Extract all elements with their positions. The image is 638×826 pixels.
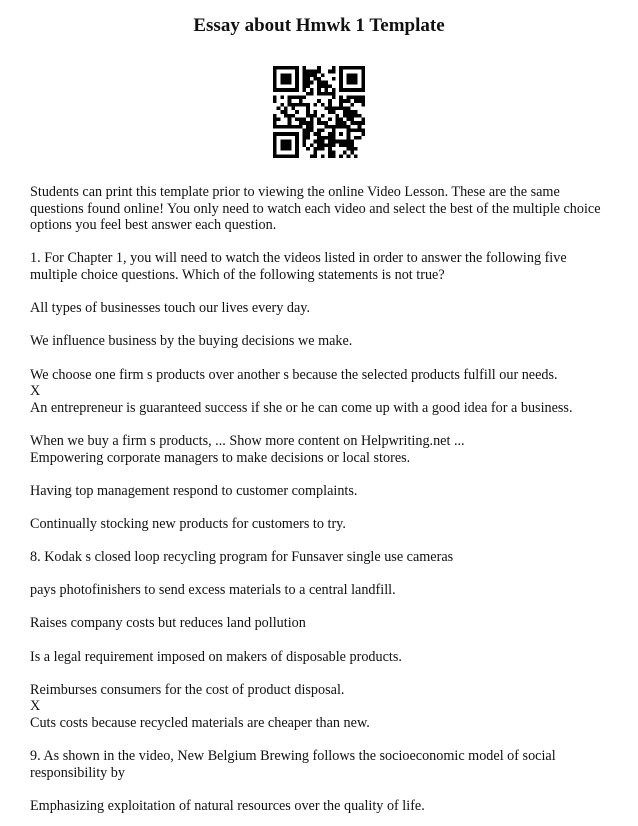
text-line: Raises company costs but reduces land pollution [30, 615, 306, 632]
text-line: Students can print this template prior to viewing the online Video Lesson. These are the same [30, 184, 560, 200]
text-line: Is a legal requirement imposed on makers of disposable products. [30, 648, 402, 665]
text-line: 9. As shown in the video, New Belgium Brewing follows the socioeconomic model of social [30, 748, 556, 765]
paragraph [30, 483, 610, 500]
text-line: 1. For Chapter 1, you will need to watch the videos listed in order to answer the following five [30, 250, 567, 267]
text-line: options you feel best answer each question. [30, 217, 277, 234]
text-line: Reimburses consumers for the cost of product disposal. [30, 681, 345, 698]
paragraph [30, 184, 610, 234]
text-line: We influence business by the buying decisions we make. [30, 333, 353, 350]
document-title: Essay about Hmwk 1 Template [193, 15, 445, 36]
paragraph [30, 516, 610, 533]
paragraph [30, 582, 610, 599]
document-body [30, 184, 610, 815]
text-line: responsibility by [30, 764, 125, 781]
paragraph [30, 615, 610, 632]
text-line: 8. Kodak s closed loop recycling program for Funsaver single use cameras [30, 549, 454, 566]
text-line: An entrepreneur is guaranteed success if she or he can come up with a good idea for a business. [30, 399, 573, 416]
paragraph [30, 333, 610, 350]
paragraph [30, 549, 610, 566]
paragraph [30, 300, 610, 317]
qr-code-icon [273, 66, 365, 158]
text-line: We choose one firm s products over another s because the selected products fulfill our needs. [30, 366, 558, 383]
paragraph [30, 367, 610, 417]
text-line: Empowering corporate managers to make decisions or local stores. [30, 449, 411, 466]
paragraph [30, 798, 610, 815]
text-line: questions found online! You only need to watch each video and select the best of the multiple choice [30, 200, 601, 217]
text-line: All types of businesses touch our lives every day. [30, 300, 311, 317]
answer-marker: X [30, 698, 41, 715]
paragraph [30, 649, 610, 666]
text-line: Having top management respond to customer complaints. [30, 482, 358, 499]
paragraph [30, 433, 610, 466]
text-line: pays photofinishers to send excess materials to a central landfill. [30, 582, 396, 599]
paragraph [30, 250, 610, 283]
text-line: multiple choice questions. Which of the following statements is not true? [30, 266, 445, 283]
paragraph [30, 748, 610, 781]
paragraph [30, 682, 610, 732]
text-line: When we buy a firm s products, ... Show more content on Helpwriting.net ... [30, 432, 465, 449]
answer-marker: X [30, 383, 41, 400]
text-line: Cuts costs because recycled materials are cheaper than new. [30, 715, 370, 731]
text-line: Continually stocking new products for customers to try. [30, 515, 346, 532]
text-line: Emphasizing exploitation of natural resources over the quality of life. [30, 797, 425, 814]
